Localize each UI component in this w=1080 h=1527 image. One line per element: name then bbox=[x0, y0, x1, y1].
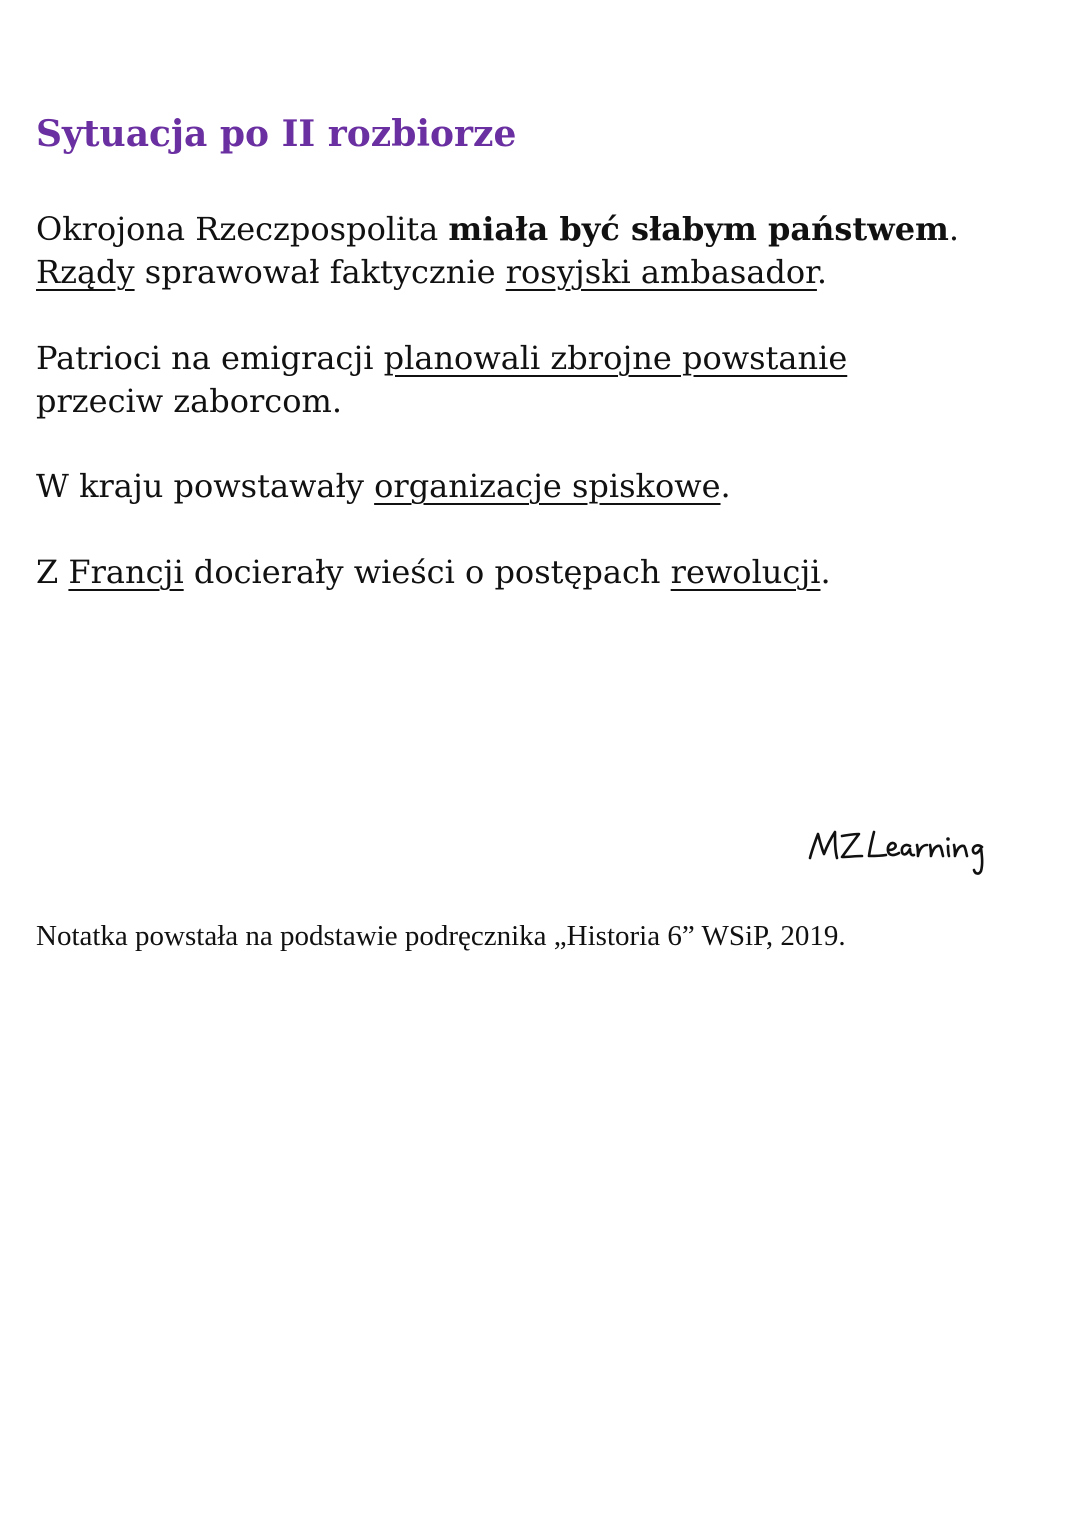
underlined-text: Francji bbox=[68, 553, 184, 591]
text: . bbox=[816, 253, 828, 291]
underlined-text: planowali zbrojne powstanie bbox=[383, 339, 848, 377]
text: sprawował faktycznie bbox=[134, 253, 506, 291]
text: Z bbox=[36, 553, 69, 591]
paragraph-france bbox=[36, 551, 831, 594]
underlined-text: organizacje spiskowe bbox=[374, 467, 721, 505]
underlined-text: rosyjski ambasador bbox=[505, 253, 817, 291]
text: przeciw zaborcom. bbox=[36, 382, 342, 420]
handwritten-signature bbox=[806, 822, 1016, 882]
paragraph-organizations bbox=[36, 465, 731, 508]
text: . bbox=[948, 210, 960, 248]
text: W kraju powstawały bbox=[36, 467, 375, 505]
paragraph-weak-state bbox=[36, 208, 959, 294]
text: . bbox=[820, 553, 831, 591]
source-note: Notatka powstała na podstawie podręcznika „Historia 6” WSiP, 2019. bbox=[36, 920, 846, 952]
page-title: Sytuacja po II rozbiorze bbox=[36, 113, 517, 155]
mz-learning-logo bbox=[806, 822, 1016, 882]
text: docierały wieści o postępach bbox=[183, 553, 671, 591]
bold-text: miała być słabym państwem bbox=[448, 210, 949, 248]
text: Okrojona Rzeczpospolita bbox=[36, 210, 449, 248]
text: . bbox=[720, 467, 731, 505]
underlined-text: Rządy bbox=[36, 253, 135, 291]
text: Patrioci na emigracji bbox=[36, 339, 384, 377]
underlined-text: rewolucji bbox=[670, 553, 821, 591]
paragraph-patriots bbox=[36, 337, 847, 423]
